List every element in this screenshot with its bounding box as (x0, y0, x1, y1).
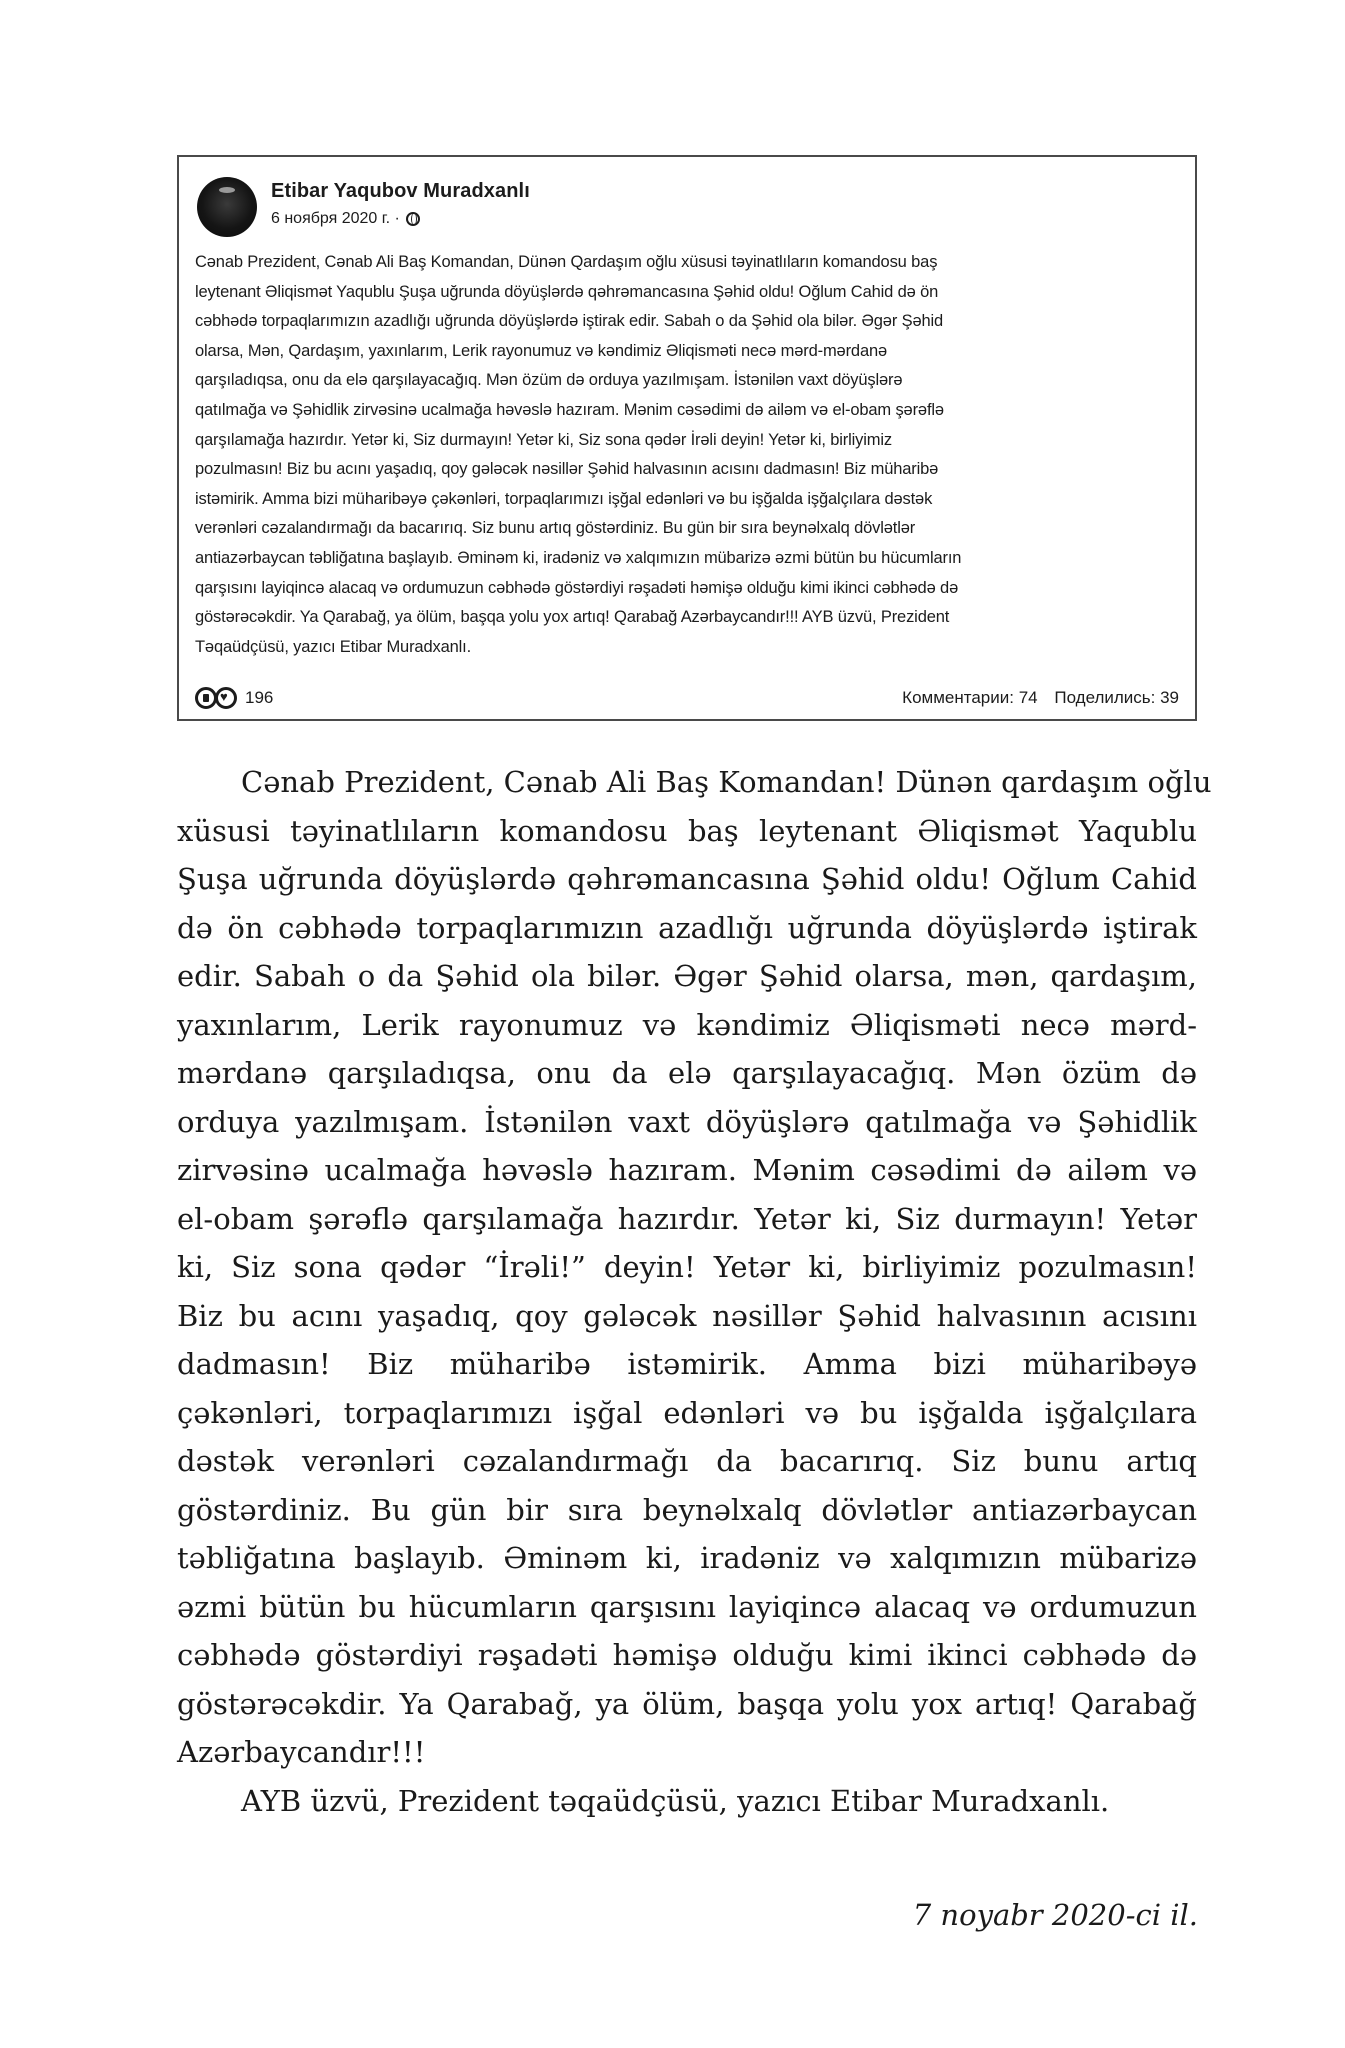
letter-line: Biz bu acını yaşadıq, qoy gələcək nəsillər Şəhid halvasının acısını (177, 1298, 1197, 1333)
letter-line: çəkənləri, torpaqlarımızı işğal edənləri və bu işğalda işğalçılara (177, 1395, 1197, 1430)
letter-line: əzmi bütün bu hücumların qarşısını layiqincə alacaq və ordumuzun (177, 1589, 1197, 1624)
letter-line: göstərdiniz. Bu gün bir sıra beynəlxalq dövlətlər antiazərbaycan (177, 1492, 1197, 1527)
avatar (197, 177, 257, 237)
post-body-line: qarşısını layiqincə alacaq və ordumuzun cəbhədə göstərdiyi rəşadəti həmişə olduğu kimi ikinci cəbhədə də (195, 578, 959, 597)
facebook-post-screenshot (177, 155, 1197, 721)
letter-line: Şuşa uğrunda döyüşlərdə qəhrəmancasına Şəhid oldu! Oğlum Cahid (177, 862, 1197, 896)
letter-line: dəstək verənləri cəzalandırmağı da bacarırıq. Siz bunu artıq (177, 1444, 1197, 1478)
post-body-line: qarşıladıqsa, onu da elə qarşılayacağıq. Mən özüm də orduya yazılmışam. İstənilən vaxt döyüşlərə (195, 371, 903, 390)
post-body-line: pozulmasın! Biz bu acını yaşadıq, qoy gələcək nəsillər Şəhid halvasının acısını dadmasın! Biz müharibə (195, 460, 939, 479)
letter-line: ki, Siz sona qədər “İrəli!” deyin! Yetər ki, birliyimiz pozulmasın! (177, 1250, 1197, 1284)
letter-line: xüsusi təyinatlıların komandosu baş leytenant Əliqismət Yaqublu (177, 813, 1197, 848)
post-meta (271, 180, 530, 228)
reactions-count: 196 (245, 688, 274, 707)
letter-line: dadmasın! Biz müharibə istəmirik. Amma bizi müharibəyə (177, 1347, 1197, 1381)
post-body (195, 248, 1181, 662)
letter-text (177, 758, 1212, 1825)
post-body-line: göstərəcəkdir. Ya Qarabağ, ya ölüm, başqa yolu yox artıq! Qarabağ Azərbaycandır!!! AYB üzvü, Prezident (195, 608, 950, 627)
post-date: 6 ноября 2020 г. · (271, 210, 400, 227)
post-body-line: Təqaüdçüsü, yazıcı Etibar Muradxanlı. (195, 637, 472, 656)
letter-line: göstərəcəkdir. Ya Qarabağ, ya ölüm, başqa yolu yox artıq! Qarabağ (177, 1686, 1197, 1721)
shares-count[interactable]: Поделились: 39 (1054, 688, 1179, 707)
post-footer (195, 685, 1179, 711)
letter-line: də ön cəbhədə torpaqlarımızın azadlığı uğrunda döyüşlərdə iştirak (177, 910, 1197, 945)
letter-line: edir. Sabah o da Şəhid ola bilər. Əgər Şəhid olarsa, mən, qardaşım, (177, 959, 1197, 993)
letter-date: 7 noyabr 2020-ci il. (912, 1898, 1198, 1932)
post-body-line: verənləri cəzalandırmağı da bacarırıq. Siz bunu artıq göstərdiniz. Bu gün bir sıra beynəlxalq dövlətlər (195, 519, 916, 538)
post-date-row (271, 210, 530, 228)
comments-count[interactable]: Комментарии: 74 (902, 688, 1038, 707)
letter-signature: AYB üzvü, Prezident təqaüdçüsü, yazıcı Etibar Muradxanlı. (241, 1783, 1110, 1818)
like-icon (195, 687, 217, 709)
globe-icon (406, 212, 420, 226)
post-body-line: istəmirik. Amma bizi müharibəyə çəkənləri, torpaqlarımızı işğal edənləri və bu işğalda işğalçılara dəstək (195, 489, 933, 508)
letter-line: zirvəsinə ucalmağa həvəslə hazıram. Mənim cəsədimi də ailəm və (177, 1153, 1197, 1187)
letter-line: Cənab Prezident, Cənab Ali Baş Komandan! Dünən qardaşım oğlu (241, 765, 1212, 799)
letter-line: təbliğatına başlayıb. Əminəm ki, iradəniz və xalqımızın mübarizə (177, 1541, 1197, 1575)
post-stats (902, 688, 1179, 708)
post-body-line: antiazərbaycan təbliğatına başlayıb. Əminəm ki, iradəniz və xalqımızın mübarizə əzmi bütün bu hücumların (195, 548, 962, 567)
letter-line: orduya yazılmışam. İstənilən vaxt döyüşlərə qatılmağa və Şəhidlik (177, 1104, 1197, 1139)
post-header (197, 177, 530, 237)
letter-line: mərdanə qarşıladıqsa, onu da elə qarşılayacağıq. Mən özüm də (177, 1056, 1197, 1090)
post-body-line: Cənab Prezident, Cənab Ali Baş Komandan, Dünən Qardaşım oğlu xüsusi təyinatlıların komandosu baş (195, 253, 938, 271)
letter-line: Azərbaycandır!!! (177, 1735, 426, 1769)
letter-line: yaxınlarım, Lerik rayonumuz və kəndimiz Əliqisməti necə mərd- (177, 1007, 1197, 1042)
love-icon (215, 687, 237, 709)
post-body-line: qarşılamağa hazırdır. Yetər ki, Siz durmayın! Yetər ki, Siz sona qədər İrəli deyin! Yetər ki, birliyimiz (195, 430, 892, 449)
post-body-line: leytenant Əliqismət Yaqublu Şuşa uğrunda döyüşlərdə qəhrəmancasına Şəhid oldu! Oğlum Cahid də ön (195, 282, 939, 301)
reactions[interactable] (195, 687, 273, 709)
letter-line: el-obam şərəflə qarşılamağa hazırdır. Yetər ki, Siz durmayın! Yetər (177, 1201, 1197, 1236)
post-body-line: cəbhədə torpaqlarımızın azadlığı uğrunda döyüşlərdə iştirak edir. Sabah o da Şəhid ola bilər. Əgər Şəhid (195, 312, 944, 331)
letter-line: cəbhədə göstərdiyi rəşadəti həmişə olduğu kimi ikinci cəbhədə də (177, 1638, 1197, 1672)
post-body-line: qatılmağa və Şəhidlik zirvəsinə ucalmağa həvəslə hazıram. Mənim cəsədimi də ailəm və el-obam şərəflə (195, 400, 944, 419)
post-body-line: olarsa, Mən, Qardaşım, yaxınlarım, Lerik rayonumuz və kəndimiz Əliqisməti necə mərd-mərdanə (195, 341, 888, 360)
post-author: Etibar Yaqubov Muradxanlı (271, 180, 530, 202)
